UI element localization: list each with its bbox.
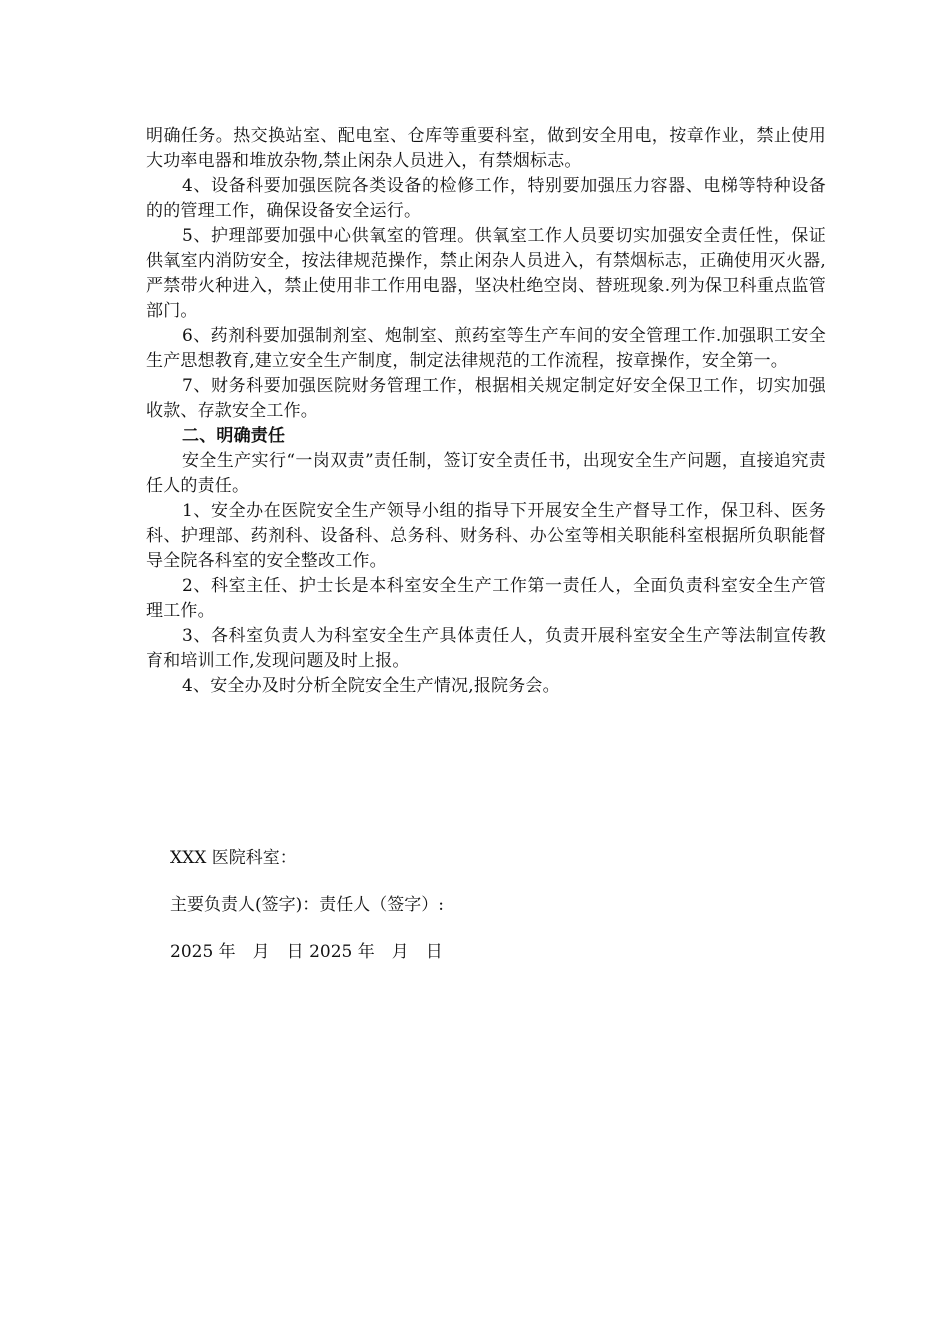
signature-persons: 主要负责人(签字)：责任人（签字）:: [170, 895, 444, 915]
signature-dates: 2025 年 月 日 2025 年 月 日: [170, 942, 443, 962]
signature-block: [170, 846, 770, 987]
paragraph-equipment-dept: 4、设备科要加强医院各类设备的检修工作，特别要加强压力容器、电梯等特种设备的的管理工作，确保设备安全运行。: [146, 176, 826, 221]
document-body: [146, 124, 826, 699]
paragraph-safety-analysis: 4、安全办及时分析全院安全生产情况,报院务会。: [182, 676, 560, 696]
section-heading-responsibility: 二、明确责任: [182, 426, 286, 446]
paragraph-dept-heads: 2、科室主任、护士长是本科室安全生产工作第一责任人，全面负责科室安全生产管理工作。: [146, 576, 826, 621]
paragraph-nursing-dept: 5、护理部要加强中心供氧室的管理。供氧室工作人员要切实加强安全责任性，保证供氧室内消防安全，按法律规范操作，禁止闲杂人员进入，有禁烟标志，正确使用灭火器,严禁带火种进入，禁止使用非工作用电器，坚决杜绝空岗、替班现象.列为保卫科重点监管部门。: [146, 226, 826, 321]
paragraph-finance-dept: 7、财务科要加强医院财务管理工作，根据相关规定制定好安全保卫工作，切实加强收款、存款安全工作。: [146, 376, 826, 421]
signature-org: XXX 医院科室：: [170, 848, 297, 868]
paragraph-pharmacy-dept: 6、药剂科要加强制剂室、炮制室、煎药室等生产车间的安全管理工作.加强职工安全生产思想教育,建立安全生产制度，制定法律规范的工作流程，按章操作，安全第一。: [146, 326, 826, 371]
paragraph-safety-office: 1、安全办在医院安全生产领导小组的指导下开展安全生产督导工作，保卫科、医务科、护理部、药剂科、设备科、总务科、财务科、办公室等相关职能科室根据所负职能督导全院各科室的安全整改工作。: [146, 501, 826, 571]
paragraph-responsibility-system: 安全生产实行“一岗双责”责任制，签订安全责任书，出现安全生产问题，直接追究责任人的责任。: [146, 451, 826, 496]
paragraph-dept-managers: 3、各科室负责人为科室安全生产具体责任人，负责开展科室安全生产等法制宣传教育和培训工作,发现问题及时上报。: [146, 626, 826, 671]
paragraph-tasks-intro: 明确任务。热交换站室、配电室、仓库等重要科室，做到安全用电，按章作业，禁止使用大功率电器和堆放杂物,禁止闲杂人员进入，有禁烟标志。: [146, 126, 826, 171]
